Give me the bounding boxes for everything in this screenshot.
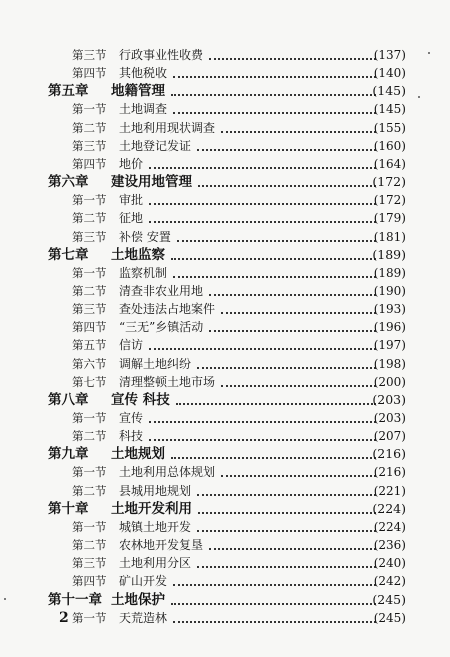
entry-page: (140) bbox=[373, 66, 406, 81]
dot-leader bbox=[197, 550, 376, 568]
entry-number: 第二节 bbox=[72, 120, 107, 135]
entry-title: 监察机制 bbox=[119, 265, 168, 280]
entry-number: 第一节 bbox=[72, 465, 107, 480]
entry-title: 调解土地纠纷 bbox=[119, 356, 192, 371]
entry-title: 征地 bbox=[119, 211, 144, 226]
entry-number: 第四节 bbox=[72, 574, 107, 589]
entry-title: 县城用地规划 bbox=[119, 483, 192, 498]
entry-number: 第九章 bbox=[48, 446, 89, 463]
dot-leader bbox=[197, 478, 376, 496]
dot-leader bbox=[173, 605, 376, 623]
entry-page: (236) bbox=[373, 538, 406, 552]
entry-number: 第二节 bbox=[72, 538, 107, 552]
dot-leader bbox=[149, 205, 376, 223]
entry-page: (200) bbox=[373, 374, 406, 389]
dot-leader bbox=[197, 351, 376, 369]
dot-leader bbox=[149, 423, 376, 441]
paper-speck bbox=[428, 52, 430, 54]
dot-leader bbox=[177, 224, 376, 242]
entry-title: 土地开发利用 bbox=[111, 500, 192, 517]
entry-page: (164) bbox=[373, 156, 406, 171]
entry-title: 补偿 安置 bbox=[119, 229, 171, 244]
entry-number: 第十一章 bbox=[48, 591, 102, 608]
entry-title: 行政事业性收费 bbox=[119, 48, 204, 62]
entry-title: 其他税收 bbox=[119, 66, 168, 81]
dot-leader bbox=[197, 514, 376, 532]
dot-leader bbox=[173, 568, 376, 586]
entry-page: (189) bbox=[373, 265, 406, 280]
entry-title: 土地利用分区 bbox=[119, 556, 192, 571]
entry-page: (145) bbox=[372, 83, 406, 99]
entry-number: 第三节 bbox=[72, 48, 107, 62]
entry-page: (242) bbox=[373, 574, 406, 589]
entry-title: 土地利用现状调查 bbox=[119, 120, 216, 135]
dot-leader bbox=[173, 260, 376, 278]
entry-page: (197) bbox=[373, 338, 406, 353]
entry-page: (221) bbox=[373, 483, 406, 498]
entry-number: 第一节 bbox=[72, 193, 107, 208]
entry-title: 清理整顿土地市场 bbox=[119, 374, 216, 389]
entry-page: (224) bbox=[373, 519, 406, 534]
dot-leader bbox=[198, 169, 376, 187]
entry-page: (155) bbox=[373, 120, 406, 135]
entry-page: (179) bbox=[373, 211, 406, 226]
entry-page: (196) bbox=[373, 320, 406, 335]
entry-title: 地价 bbox=[119, 156, 144, 171]
entry-title: 土地保护 bbox=[111, 591, 165, 608]
dot-leader bbox=[171, 587, 376, 605]
dot-leader bbox=[149, 187, 376, 205]
entry-title: 宣传 科技 bbox=[111, 391, 170, 408]
entry-number: 第二节 bbox=[72, 283, 107, 298]
dot-leader bbox=[209, 532, 376, 550]
entry-title: 清查非农业用地 bbox=[119, 283, 204, 298]
entry-title: 土地利用总体规划 bbox=[119, 465, 216, 480]
entry-page: (172) bbox=[372, 174, 406, 189]
dot-leader bbox=[221, 296, 376, 314]
dot-leader bbox=[173, 96, 376, 114]
entry-page: (137) bbox=[373, 48, 406, 62]
entry-page: (216) bbox=[372, 446, 406, 462]
dot-leader bbox=[171, 78, 376, 96]
entry-page: (145) bbox=[373, 102, 406, 117]
entry-title: 宣传 bbox=[119, 411, 144, 425]
dot-leader bbox=[149, 151, 376, 169]
entry-title: 科技 bbox=[119, 429, 144, 444]
entry-page: (245) bbox=[372, 591, 406, 607]
dot-leader bbox=[209, 278, 376, 296]
entry-title: 矿山开发 bbox=[119, 574, 168, 589]
entry-title: 天荒造林 bbox=[119, 610, 168, 625]
entry-page: (224) bbox=[372, 500, 406, 516]
dot-leader bbox=[221, 369, 376, 387]
dot-leader bbox=[171, 441, 376, 459]
entry-number: 第二节 bbox=[72, 429, 107, 444]
entry-number: 第一节 bbox=[72, 265, 107, 280]
entry-page: (181) bbox=[373, 229, 406, 244]
entry-number: 第十章 bbox=[48, 500, 89, 517]
dot-leader bbox=[221, 459, 376, 477]
dot-leader bbox=[171, 242, 376, 260]
dot-leader bbox=[209, 42, 376, 60]
entry-page: (193) bbox=[373, 302, 406, 317]
entry-number: 第三节 bbox=[72, 556, 107, 571]
entry-title: 土地调查 bbox=[119, 102, 168, 117]
entry-number: 第三节 bbox=[72, 302, 107, 317]
dot-leader bbox=[149, 405, 376, 423]
dot-leader bbox=[209, 314, 376, 332]
entry-number: 第七节 bbox=[72, 374, 107, 389]
entry-number: 第二节 bbox=[72, 211, 107, 226]
entry-title: 地籍管理 bbox=[111, 83, 165, 100]
entry-page: (172) bbox=[373, 193, 406, 208]
entry-title: 查处违法占地案件 bbox=[119, 302, 216, 317]
entry-page: (189) bbox=[372, 246, 406, 262]
entry-number: 第一节 bbox=[72, 411, 107, 425]
entry-number: 第三节 bbox=[72, 138, 107, 153]
entry-number: 第四节 bbox=[72, 320, 107, 335]
dot-leader bbox=[173, 60, 376, 78]
entry-page: (203) bbox=[373, 411, 406, 425]
entry-title: 建设用地管理 bbox=[111, 174, 192, 190]
entry-page: (190) bbox=[373, 283, 406, 298]
entry-page: (216) bbox=[373, 465, 406, 480]
entry-title: 土地登记发证 bbox=[119, 138, 192, 153]
entry-number: 第五节 bbox=[72, 338, 107, 353]
entry-title: 信访 bbox=[119, 338, 144, 353]
dot-leader bbox=[149, 332, 376, 350]
page-number: 2 bbox=[59, 610, 69, 626]
entry-page: (160) bbox=[373, 138, 406, 153]
entry-page: (240) bbox=[373, 556, 406, 571]
entry-number: 第四节 bbox=[72, 66, 107, 81]
entry-page: (245) bbox=[373, 610, 406, 625]
dot-leader bbox=[221, 115, 376, 133]
dot-leader bbox=[176, 387, 376, 405]
entry-page: (207) bbox=[373, 429, 406, 444]
entry-number: 第三节 bbox=[72, 229, 107, 244]
entry-number: 第一节 bbox=[72, 610, 107, 625]
entry-title: “三无”乡镇活动 bbox=[119, 320, 204, 335]
entry-number: 第五章 bbox=[48, 83, 89, 100]
entry-title: 土地规划 bbox=[111, 446, 165, 463]
entry-title: 农林地开发复垦 bbox=[119, 538, 204, 552]
entry-number: 第六节 bbox=[72, 356, 107, 371]
entry-number: 第一节 bbox=[72, 519, 107, 534]
entry-page: (203) bbox=[372, 391, 406, 407]
entry-number: 第二节 bbox=[72, 483, 107, 498]
paper-speck bbox=[418, 96, 420, 98]
paper-speck bbox=[4, 598, 6, 600]
entry-number: 第七章 bbox=[48, 246, 89, 263]
dot-leader bbox=[197, 133, 376, 151]
entry-title: 审批 bbox=[119, 193, 144, 208]
entry-number: 第八章 bbox=[48, 391, 89, 408]
entry-page: (198) bbox=[373, 356, 406, 371]
entry-number: 第一节 bbox=[72, 102, 107, 117]
entry-title: 城镇土地开发 bbox=[119, 519, 192, 534]
dot-leader bbox=[198, 496, 376, 514]
entry-number: 第六章 bbox=[48, 174, 89, 190]
entry-title: 土地监察 bbox=[111, 246, 165, 263]
entry-number: 第四节 bbox=[72, 156, 107, 171]
